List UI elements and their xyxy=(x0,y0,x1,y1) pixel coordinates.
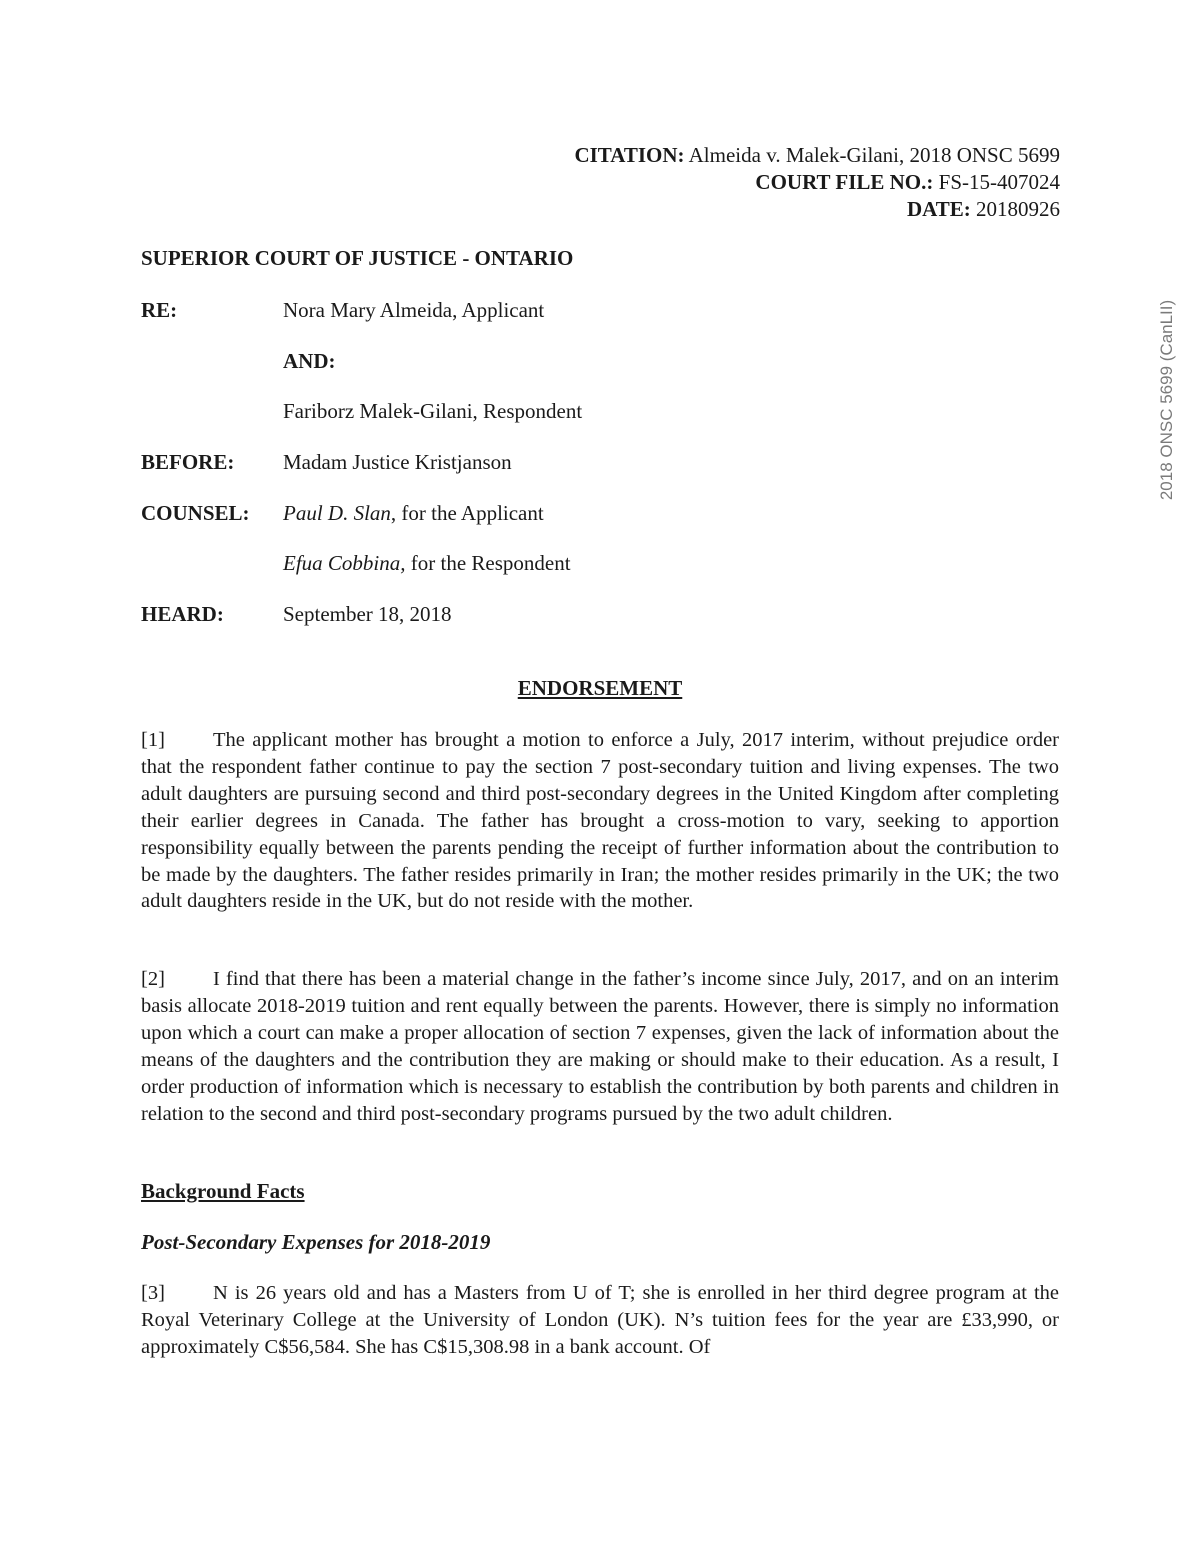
before-label: BEFORE: xyxy=(141,450,235,474)
judge-name: Madam Justice Kristjanson xyxy=(283,450,512,474)
court-file-line xyxy=(574,169,1060,196)
date-label: DATE: xyxy=(906,197,971,221)
endorsement-title: ENDORSEMENT xyxy=(517,676,683,700)
paragraph-number: [3] xyxy=(141,1282,165,1304)
counsel-row xyxy=(141,500,544,526)
expenses-heading: Post-Secondary Expenses for 2018-2019 xyxy=(141,1230,491,1254)
paragraph-text: N is 26 years old and has a Masters from U of T; she is enrolled in her third degree program at the Royal Veterinary College at the University of London (UK). N’s tuition fees for the year are £33,990, or approximately C$56,584. She has C$15,308.98 in a bank account. Of xyxy=(141,1282,1059,1358)
paragraph-number: [1] xyxy=(141,729,165,751)
respondent-counsel xyxy=(283,550,571,576)
paragraph-3 xyxy=(141,1280,1059,1361)
re-label: RE: xyxy=(141,298,178,322)
re-row xyxy=(141,297,544,323)
respondent-counsel-name: Efua Cobbina, xyxy=(283,551,406,575)
canlii-watermark: 2018 ONSC 5699 (CanLII) xyxy=(1157,299,1176,501)
respondent-counsel-role: for the Respondent xyxy=(405,551,571,575)
date-line xyxy=(574,196,1060,223)
citation-label: CITATION: xyxy=(574,143,685,167)
heard-date: September 18, 2018 xyxy=(283,602,452,626)
paragraph-1 xyxy=(141,727,1059,915)
heard-row xyxy=(141,601,452,627)
court-name: SUPERIOR COURT OF JUSTICE - ONTARIO xyxy=(141,246,574,270)
applicant-party: Nora Mary Almeida, Applicant xyxy=(283,298,545,322)
counsel-respondent-row xyxy=(141,550,571,576)
paragraph-text: I find that there has been a material change in the father’s income since July, 2017, and on an interim basis allocate 2018-2019 tuition and rent equally between the parents. However, there is simply no information upon which a court can make a proper allocation of section 7 expenses, given the lack of information about the means of the daughters and the contribution they are making or should make to their education. As a result, I order production of information which is necessary to establish the contribution by both parents and children in relation to the second and third post-secondary programs pursued by the two adult children. xyxy=(141,968,1059,1125)
and-row xyxy=(141,348,336,374)
and-label: AND: xyxy=(283,349,336,373)
paragraph-2 xyxy=(141,966,1059,1127)
background-facts-heading: Background Facts xyxy=(141,1179,305,1203)
before-row xyxy=(141,449,512,475)
court-file-label: COURT FILE NO.: xyxy=(755,170,934,194)
citation-line xyxy=(574,142,1060,169)
paragraph-text: The applicant mother has brought a motion to enforce a July, 2017 interim, without prejudice order that the respondent father continue to pay the section 7 post-secondary tuition and living expenses. The two adult daughters are pursuing second and third post-secondary degrees in the United Kingdom after completing their earlier degrees in Canada. The father has brought a cross-motion to vary, seeking to apportion responsibility equally between the parents pending the receipt of further information about the contribution to be made by the daughters. The father resides primarily in Iran; the mother resides primarily in the UK; the two adult daughters reside in the UK, but do not reside with the mother. xyxy=(141,729,1059,913)
counsel-label: COUNSEL: xyxy=(141,501,250,525)
respondent-row xyxy=(141,398,582,424)
citation-header xyxy=(574,142,1060,223)
heard-label: HEARD: xyxy=(141,602,224,626)
respondent-party: Fariborz Malek-Gilani, Respondent xyxy=(283,399,583,423)
date-value: 20180926 xyxy=(976,197,1060,221)
paragraph-number: [2] xyxy=(141,968,165,990)
court-file-value: FS-15-407024 xyxy=(938,170,1060,194)
applicant-counsel-role: , for the Applicant xyxy=(390,501,544,525)
applicant-counsel-name: Paul D. Slan xyxy=(283,501,391,525)
applicant-counsel xyxy=(283,500,544,526)
citation-value: Almeida v. Malek-Gilani, 2018 ONSC 5699 xyxy=(688,143,1060,167)
